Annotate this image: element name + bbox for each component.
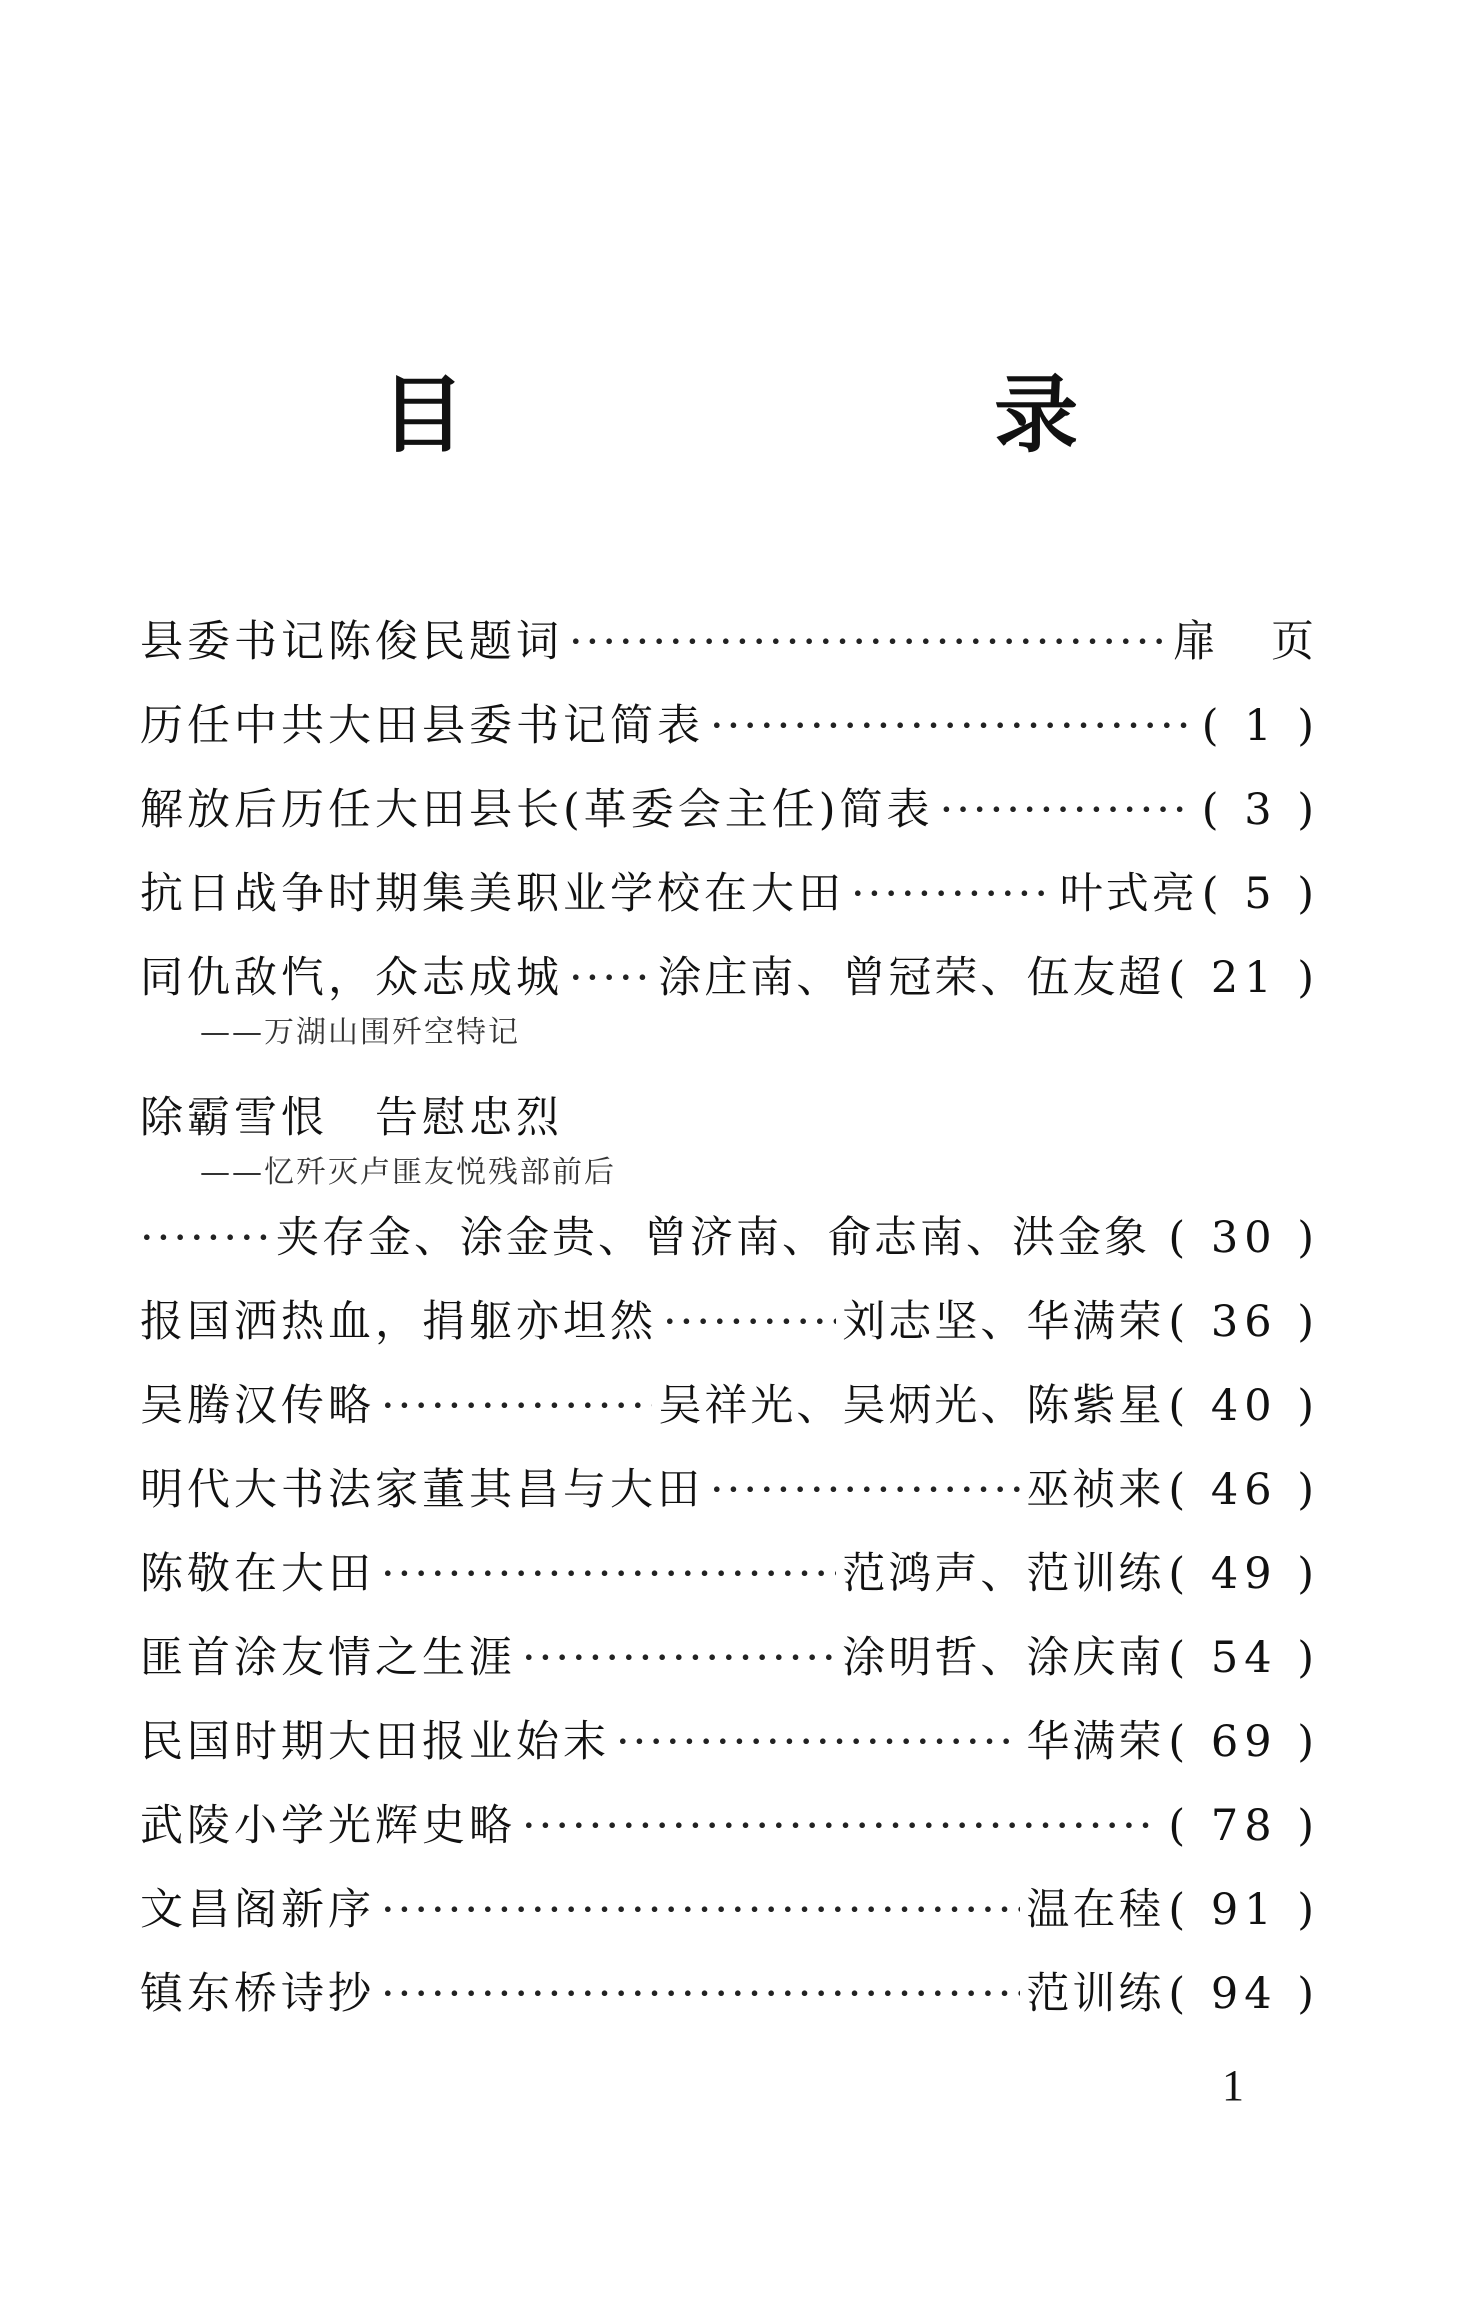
entry-author: 华满荣 bbox=[1026, 1717, 1165, 1767]
page-number: 1 bbox=[1222, 2061, 1244, 2110]
toc-entry bbox=[140, 1532, 1320, 1616]
entry-author: 夹存金、涂金贵、曾济南、俞志南、洪金象 bbox=[276, 1213, 1150, 1263]
dot-leader bbox=[616, 1700, 1020, 1784]
toc-entry bbox=[140, 1448, 1320, 1532]
toc-entry bbox=[140, 936, 1320, 1016]
entry-author: 刘志坚、华满荣 bbox=[842, 1297, 1165, 1347]
toc-entry bbox=[140, 684, 1320, 768]
entry-author: 叶式亮 bbox=[1059, 869, 1198, 919]
entry-page: ( 91 ) bbox=[1168, 1885, 1320, 1935]
entry-page: ( 78 ) bbox=[1168, 1801, 1320, 1851]
entry-title: 明代大书法家董其昌与大田 bbox=[140, 1465, 704, 1515]
toc-entry bbox=[140, 1784, 1320, 1868]
entry-page: ( 30 ) bbox=[1168, 1213, 1320, 1263]
table-of-contents bbox=[140, 600, 1320, 2036]
toc-entry bbox=[140, 600, 1320, 684]
entry-title: 武陵小学光辉史略 bbox=[140, 1801, 516, 1851]
toc-entry bbox=[140, 1076, 1320, 1156]
toc-entry bbox=[140, 768, 1320, 852]
dot-leader bbox=[569, 600, 1163, 684]
entry-title: 镇东桥诗抄 bbox=[140, 1969, 375, 2019]
entry-page: ( 46 ) bbox=[1168, 1465, 1320, 1515]
entry-title: 抗日战争时期集美职业学校在大田 bbox=[140, 869, 845, 919]
entry-title: 陈敬在大田 bbox=[140, 1549, 375, 1599]
toc-entry bbox=[140, 1364, 1320, 1448]
toc-entry bbox=[140, 1196, 1320, 1280]
dot-leader bbox=[710, 1448, 1020, 1532]
entry-subtitle: ——忆歼灭卢匪友悦残部前后 bbox=[200, 1155, 616, 1190]
dot-leader bbox=[381, 1868, 1020, 1952]
entry-page: ( 21 ) bbox=[1168, 953, 1320, 1003]
entry-author: 范训练 bbox=[1026, 1969, 1165, 2019]
page-title: 目 录 bbox=[380, 366, 1329, 464]
entry-author: 温在稑 bbox=[1026, 1885, 1165, 1935]
entry-title: 同仇敌忾，众志成城 bbox=[140, 953, 563, 1003]
entry-page: 扉 页 bbox=[1173, 617, 1320, 667]
entry-author: 范鸿声、范训练 bbox=[842, 1549, 1165, 1599]
dot-leader bbox=[569, 936, 652, 1020]
entry-title: 解放后历任大田县长(革委会主任)简表 bbox=[140, 785, 934, 835]
dot-leader bbox=[522, 1616, 836, 1700]
toc-entry bbox=[140, 1952, 1320, 2036]
entry-subtitle: ——万湖山围歼空特记 bbox=[200, 1015, 520, 1050]
entry-page: ( 40 ) bbox=[1168, 1381, 1320, 1431]
toc-entry bbox=[140, 1700, 1320, 1784]
toc-entry bbox=[140, 852, 1320, 936]
dot-leader bbox=[381, 1364, 652, 1448]
entry-page: ( 36 ) bbox=[1168, 1297, 1320, 1347]
toc-entry bbox=[140, 1616, 1320, 1700]
entry-title: 除霸雪恨 告慰忠烈 bbox=[140, 1093, 563, 1143]
dot-leader bbox=[851, 852, 1054, 936]
entry-page: ( 1 ) bbox=[1201, 701, 1320, 751]
entry-page: ( 94 ) bbox=[1168, 1969, 1320, 2019]
entry-title: 文昌阁新序 bbox=[140, 1885, 375, 1935]
entry-title: 吴腾汉传略 bbox=[140, 1381, 375, 1431]
toc-entry bbox=[140, 1868, 1320, 1952]
entry-title: 县委书记陈俊民题词 bbox=[140, 617, 563, 667]
dot-leader bbox=[710, 684, 1192, 768]
entry-page: ( 54 ) bbox=[1168, 1633, 1320, 1683]
entry-author: 巫祯来 bbox=[1026, 1465, 1165, 1515]
dot-leader bbox=[940, 768, 1192, 852]
toc-entry bbox=[140, 1280, 1320, 1364]
entry-author: 吴祥光、吴炳光、陈紫星 bbox=[658, 1381, 1165, 1431]
dot-leader bbox=[140, 1196, 270, 1280]
dot-leader bbox=[381, 1532, 836, 1616]
dot-leader bbox=[381, 1952, 1020, 2036]
entry-page: ( 3 ) bbox=[1201, 785, 1320, 835]
dot-leader bbox=[522, 1784, 1158, 1868]
entry-author: 涂庄南、曾冠荣、伍友超 bbox=[658, 953, 1165, 1003]
entry-page: ( 5 ) bbox=[1201, 869, 1320, 919]
entry-page: ( 69 ) bbox=[1168, 1717, 1320, 1767]
entry-title: 民国时期大田报业始末 bbox=[140, 1717, 610, 1767]
entry-title: 历任中共大田县委书记简表 bbox=[140, 701, 704, 751]
entry-author: 涂明哲、涂庆南 bbox=[842, 1633, 1165, 1683]
entry-title: 匪首涂友情之生涯 bbox=[140, 1633, 516, 1683]
dot-leader bbox=[663, 1280, 836, 1364]
entry-page: ( 49 ) bbox=[1168, 1549, 1320, 1599]
entry-title: 报国洒热血，捐躯亦坦然 bbox=[140, 1297, 657, 1347]
